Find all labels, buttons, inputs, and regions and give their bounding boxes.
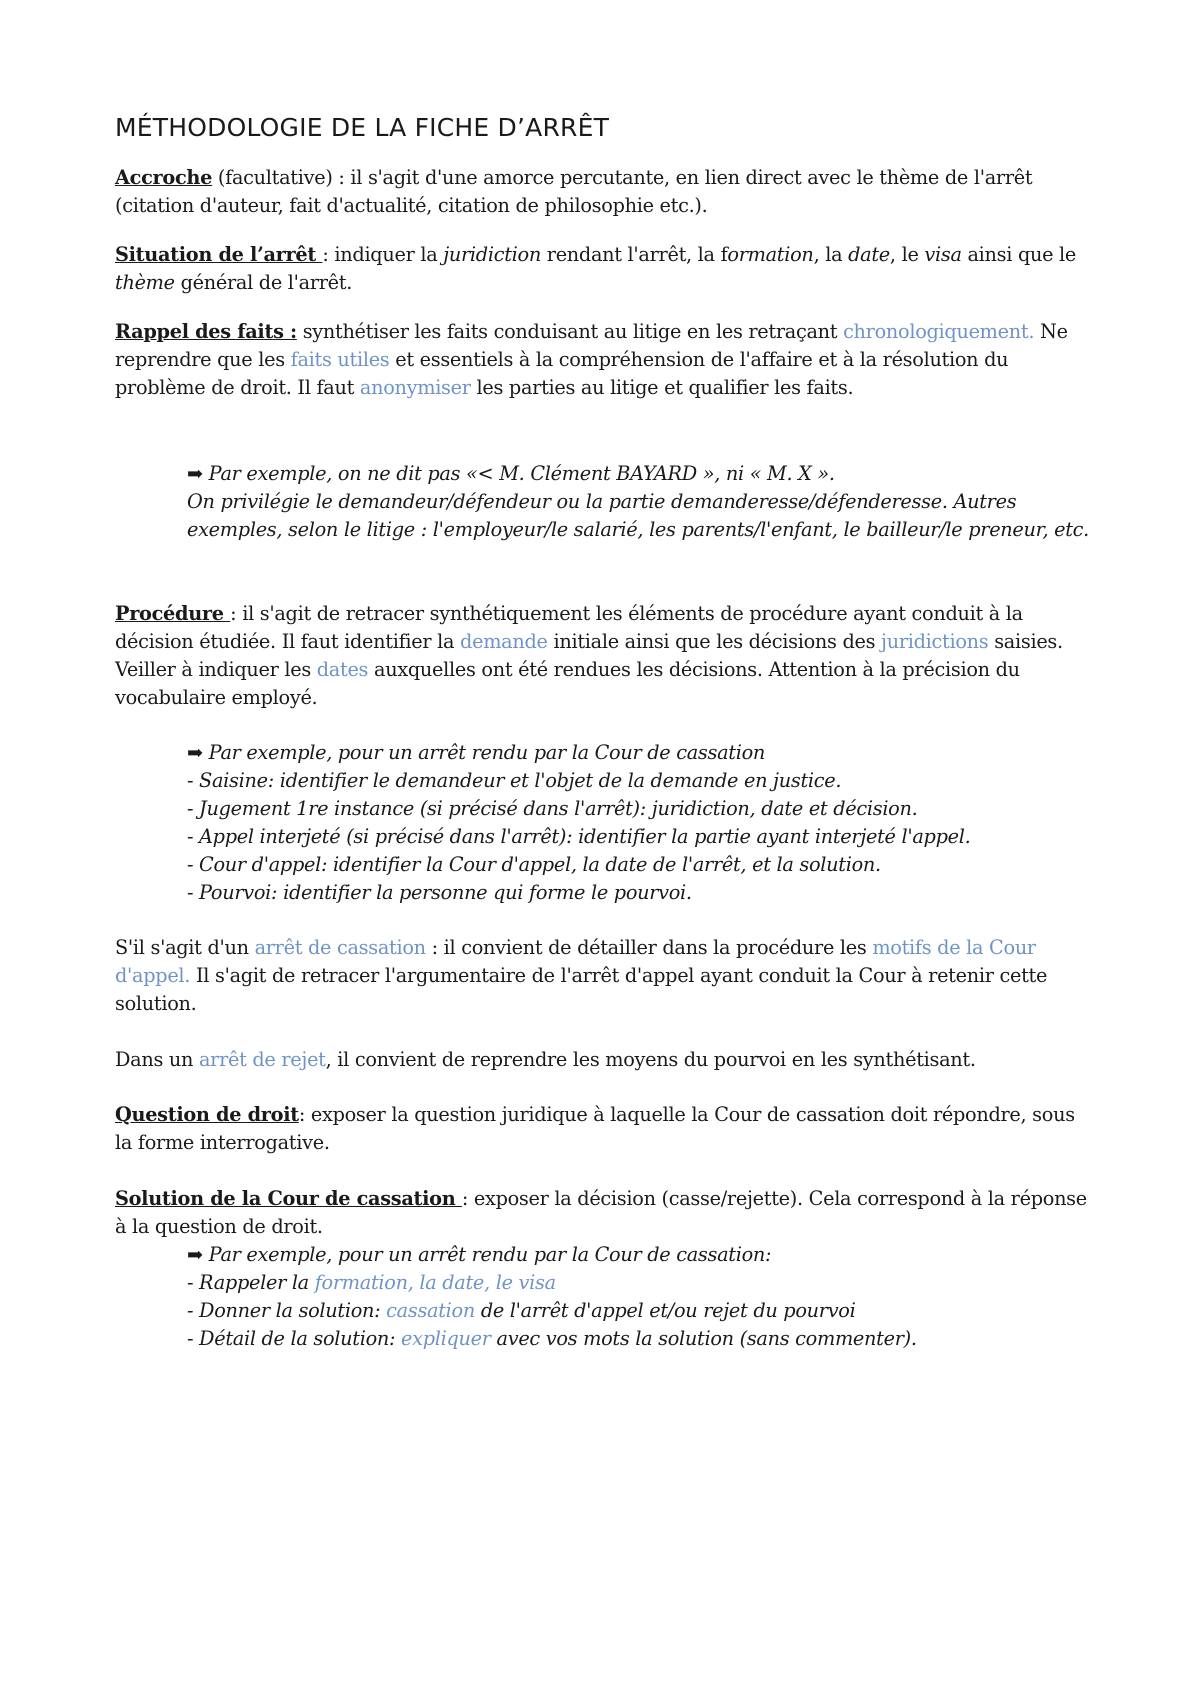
faits-text: les parties au litige et qualifier les faits. xyxy=(470,376,854,399)
procedure-text: auxquelles ont été rendues les décisions. Attention à la précision du vocabulaire employé. xyxy=(115,658,1020,709)
cassation-highlight: arrêt de cassation xyxy=(254,936,426,959)
situation-text: ainsi que le xyxy=(961,243,1077,266)
solution-example-line: ➡ Par exemple, pour un arrêt rendu par la Cour de cassation: xyxy=(187,1243,772,1266)
situation-text: rendant l'arrêt, la f xyxy=(540,243,728,266)
rejet-paragraph xyxy=(115,1046,1095,1074)
solution-example-line xyxy=(187,1269,1092,1297)
cassation-text: Il s'agit de retracer l'argumentaire de l'arrêt d'appel ayant conduit la Cour à retenir cette solution. xyxy=(115,964,1048,1015)
solution-text: : exposer la décision (casse/rejette). Cela correspond à la réponse à la question de droit. xyxy=(115,1187,1087,1238)
faits-highlight: chronologiquement. xyxy=(843,320,1035,343)
situation-text: , la xyxy=(813,243,849,266)
procedure-text: : il s'agit de retracer synthétiquement les éléments de procédure ayant conduit à la décision étudiée. Il faut identifier la xyxy=(115,602,1023,653)
solution-example-highlight: formation, la date, le visa xyxy=(314,1271,556,1294)
procedure-example-line: - Appel interjeté (si précisé dans l'arrêt): identifier la partie ayant interjeté l'appel. xyxy=(187,825,971,848)
faits-highlight: anonymiser xyxy=(359,376,471,399)
situation-formation: ormation xyxy=(727,243,814,266)
cassation-text: : il convient de détailler dans la procédure les xyxy=(425,936,873,959)
faits-text: Ne reprendre que les xyxy=(115,320,1068,371)
situation-visa: visa xyxy=(924,243,962,266)
situation-theme: thème xyxy=(115,271,175,294)
situation-text: : indiquer la xyxy=(322,243,444,266)
faits-text: synthétiser les faits conduisant au litige en les retraçant xyxy=(296,320,844,343)
procedure-example-line: - Cour d'appel: identifier la Cour d'appel, la date de l'arrêt, et la solution. xyxy=(187,853,881,876)
cassation-highlight: motifs de la Cour d'appel. xyxy=(115,936,1036,987)
procedure-text: initiale ainsi que les décisions des xyxy=(547,630,882,653)
rejet-text: Dans un xyxy=(115,1048,199,1071)
procedure-highlight: juridictions xyxy=(881,630,989,653)
accroche-heading: Accroche xyxy=(115,166,213,189)
question-heading: Question de droit xyxy=(115,1103,299,1126)
accroche-paragraph xyxy=(115,164,1095,220)
situation-text: général de l'arrêt. xyxy=(174,271,353,294)
situation-heading: Situation de l’arrêt xyxy=(115,243,323,266)
cassation-paragraph xyxy=(115,934,1095,1018)
solution-paragraph xyxy=(115,1185,1095,1241)
solution-example xyxy=(187,1241,1092,1353)
solution-example-text: - Donner la solution: xyxy=(187,1299,387,1322)
procedure-example-line: - Saisine: identifier le demandeur et l'objet de la demande en justice. xyxy=(187,769,842,792)
solution-example-highlight: expliquer xyxy=(401,1327,491,1350)
procedure-heading: Procédure xyxy=(115,602,231,625)
situation-paragraph xyxy=(115,241,1095,297)
faits-example xyxy=(187,460,1092,544)
solution-example-highlight: cassation xyxy=(386,1299,475,1322)
solution-example-text: de l'arrêt d'appel et/ou rejet du pourvoi xyxy=(474,1299,856,1322)
faits-text: et essentiels à la compréhension de l'affaire et à la résolution du problème de droit. Il faut xyxy=(115,348,1009,399)
procedure-highlight: dates xyxy=(316,658,369,681)
solution-example-line xyxy=(187,1325,1092,1353)
question-paragraph xyxy=(115,1101,1095,1157)
solution-example-text: avec vos mots la solution (sans commenter). xyxy=(490,1327,917,1350)
procedure-example xyxy=(187,739,1092,907)
solution-heading: Solution de la Cour de cassation xyxy=(115,1187,462,1210)
cassation-text: S'il s'agit d'un xyxy=(115,936,255,959)
solution-example-text: - Détail de la solution: xyxy=(187,1327,402,1350)
faits-paragraph xyxy=(115,318,1095,402)
accroche-text: (facultative) : il s'agit d'une amorce percutante, en lien direct avec le thème de l'arrêt (citation d'auteur, fait d'actualité, citation de philosophie etc.). xyxy=(115,166,1033,217)
procedure-paragraph xyxy=(115,600,1095,712)
page-title: MÉTHODOLOGIE DE LA FICHE D’ARRÊT xyxy=(115,113,610,142)
faits-example-line: On privilégie le demandeur/défendeur ou la partie demanderesse/défenderesse. Autres exemples, selon le litige : l'employeur/le salarié, les parents/l'enfant, le bailleur/le preneur, etc. xyxy=(187,490,1089,541)
procedure-highlight: demande xyxy=(460,630,548,653)
procedure-text: saisies. Veiller à indiquer les xyxy=(115,630,1063,681)
procedure-example-line: - Pourvoi: identifier la personne qui forme le pourvoi. xyxy=(187,881,692,904)
faits-example-line: ➡ Par exemple, on ne dit pas «< M. Clément BAYARD », ni « M. X ». xyxy=(187,462,835,485)
rejet-highlight: arrêt de rejet xyxy=(198,1048,326,1071)
rejet-text: , il convient de reprendre les moyens du pourvoi en les synthétisant. xyxy=(325,1048,976,1071)
solution-example-text: - Rappeler la xyxy=(187,1271,315,1294)
faits-highlight: faits utiles xyxy=(290,348,390,371)
question-text: : exposer la question juridique à laquelle la Cour de cassation doit répondre, sous la forme interrogative. xyxy=(115,1103,1075,1154)
situation-text: , le xyxy=(889,243,925,266)
procedure-example-line: - Jugement 1re instance (si précisé dans l'arrêt): juridiction, date et décision. xyxy=(187,797,918,820)
situation-date: date xyxy=(848,243,890,266)
faits-heading: Rappel des faits : xyxy=(115,320,297,343)
situation-juridiction: juridiction xyxy=(443,243,541,266)
solution-example-line xyxy=(187,1297,1092,1325)
procedure-example-line: ➡ Par exemple, pour un arrêt rendu par la Cour de cassation xyxy=(187,741,766,764)
